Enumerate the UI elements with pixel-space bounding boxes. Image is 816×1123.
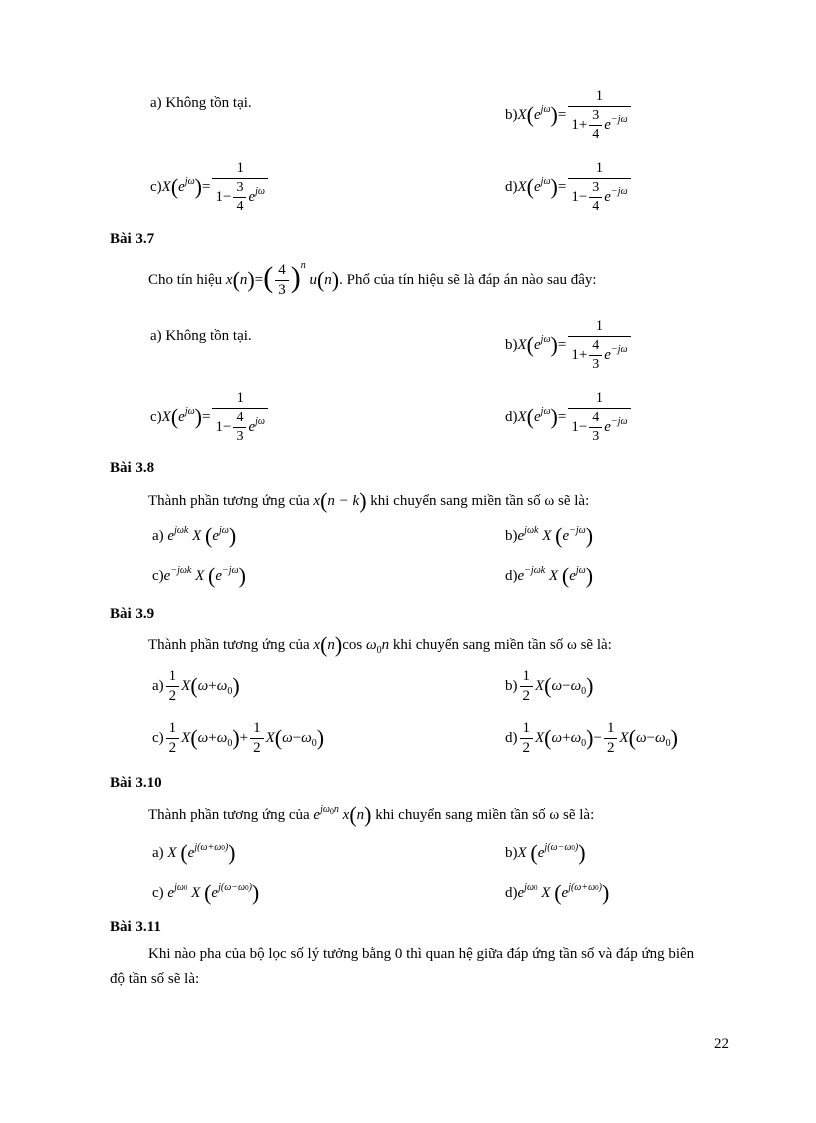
q37-heading: Bài 3.7 bbox=[110, 231, 155, 247]
q39-heading: Bài 3.9 bbox=[110, 606, 155, 622]
page-number: 22 bbox=[714, 1036, 729, 1052]
q37-option-d: $d)X(e^{j\omega})=$ 1 1− $\frac{4}{3}$ $e^{-j\omega}$ bbox=[505, 390, 633, 445]
q39-option-d: d) $\frac{1}{2}$ $X(\omega+\omega_0)-$ $\frac{1}{2}$ $X(\omega-\omega_0)$ bbox=[505, 720, 678, 757]
q38-option-b: $b)e^{j\omega k}$ X $(e^{-j\omega})$ bbox=[505, 523, 594, 548]
q310-option-b: b)X $(e^{j(\omega-\omega 0)})$ bbox=[505, 840, 586, 865]
q311-line2: độ tần số sẽ là: bbox=[110, 971, 200, 987]
q37-intro: Cho tín hiệu x(n)=( $\frac{4}{3}$ )$^n$ u(n). Phổ của tín hiệu sẽ là đáp án nào sau đây: bbox=[148, 260, 597, 299]
q310-heading: Bài 3.10 bbox=[110, 775, 162, 791]
q36-option-c: $c)X(e^{j\omega})=$ 1 1− $\frac{3}{4}$ $e^{j\omega}$ bbox=[150, 160, 270, 215]
q36-option-b: $b)X(e^{j\omega})=$ 1 1+ $\frac{3}{4}$ $e^{-j\omega}$ bbox=[505, 88, 633, 143]
q39-intro: Thành phần tương ứng của x(n)cos $\omega_0n$ khi chuyển sang miền tần số ω sẽ là: bbox=[148, 632, 612, 657]
q37-option-b: $b)X(e^{j\omega})=$ 1 1+ $\frac{4}{3}$ $e^{-j\omega}$ bbox=[505, 318, 633, 373]
q311-heading: Bài 3.11 bbox=[110, 919, 161, 935]
q310-option-c: c) $e^{j\omega 0}$ X $(e^{j(\omega-\omega 0)})$ bbox=[152, 880, 260, 905]
q310-option-a: a) X $(e^{j(\omega+\omega 0)})$ bbox=[152, 840, 236, 865]
q38-option-d: $d)e^{-j\omega k}$ X $(e^{j\omega})$ bbox=[505, 563, 594, 588]
q39-option-c: c) $\frac{1}{2}$ $X(\omega+\omega_0)+$ $\frac{1}{2}$ $X(\omega-\omega_0)$ bbox=[152, 720, 325, 757]
q36-option-d: $d)X(e^{j\omega})=$ 1 1− $\frac{3}{4}$ $e^{-j\omega}$ bbox=[505, 160, 633, 215]
q310-intro: Thành phần tương ứng của $e^{j\omega_0n}$ x(n) khi chuyển sang miền tần số ω sẽ là: bbox=[148, 802, 595, 827]
q37-option-a: a) Không tồn tại. bbox=[150, 328, 252, 344]
q37-option-c: $c)X(e^{j\omega})=$ 1 1− $\frac{4}{3}$ $e^{j\omega}$ bbox=[150, 390, 270, 445]
q39-option-a: a) $\frac{1}{2}$ $X(\omega+\omega_0)$ bbox=[152, 668, 240, 705]
q38-heading: Bài 3.8 bbox=[110, 460, 155, 476]
q38-intro: Thành phần tương ứng của x(n − k) khi chuyển sang miền tần số ω sẽ là: bbox=[148, 488, 590, 513]
q39-option-b: b) $\frac{1}{2}$ $X(\omega-\omega_0)$ bbox=[505, 668, 594, 705]
q38-option-c: $c)e^{-j\omega k}$ X $(e^{-j\omega})$ bbox=[152, 563, 246, 588]
q36-option-a: a) Không tồn tại. bbox=[150, 95, 252, 111]
q310-option-d: $d)e^{j\omega 0}$ X $(e^{j(\omega+\omega 0)})$ bbox=[505, 880, 610, 905]
q311-line1: Khi nào pha của bộ lọc số lý tưởng bằng 0 thì quan hệ giữa đáp ứng tần số và đáp ứng biên bbox=[148, 946, 695, 962]
q38-option-a: a) $e^{j\omega k}$ X $(e^{j\omega})$ bbox=[152, 523, 237, 548]
